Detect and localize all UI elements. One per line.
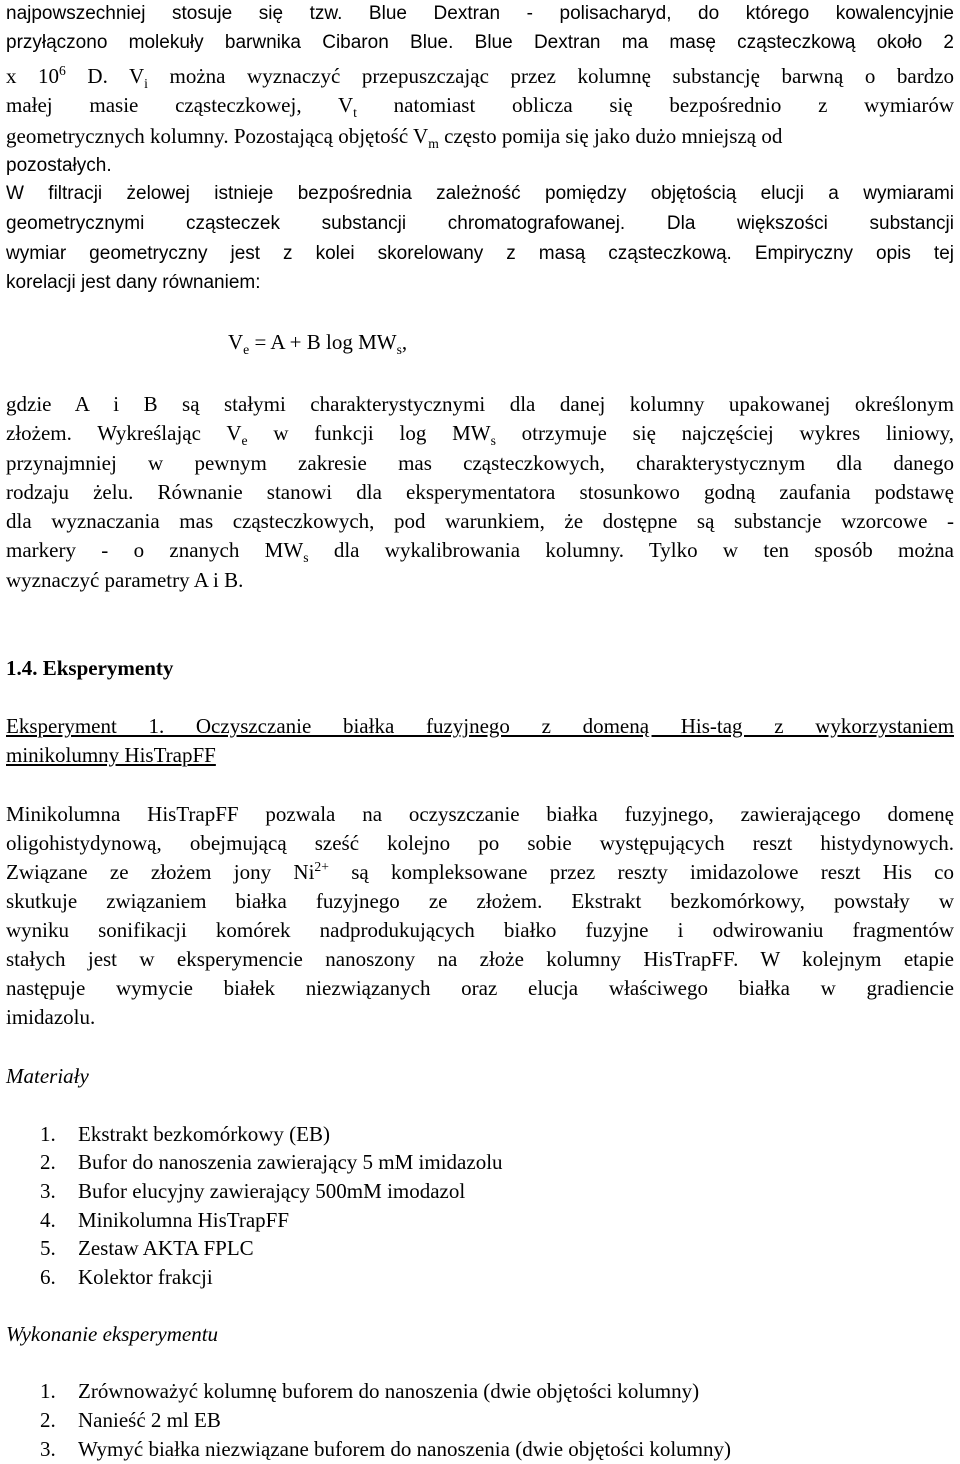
list-text: Bufor elucyjny zawierający 500mM imodazol [78, 1179, 466, 1203]
text: następuje wymycie białek niezwiązanych oraz elucja właściwego białka w gradiencie [6, 976, 954, 1000]
list-text: Zrównoważyć kolumnę buforem do nanoszenia (dwie objętości kolumny) [78, 1379, 700, 1403]
text: otrzymuje się najczęściej wykres liniowy, [495, 421, 954, 445]
text: można wyznaczyć przepuszczając przez kolumnę substancję barwną o bardzo [147, 64, 955, 88]
intro-line [6, 269, 954, 297]
paragraph-line [6, 945, 954, 973]
paragraph-line [6, 419, 954, 447]
list-text: Minikolumna HisTrapFF [78, 1208, 290, 1232]
list-number: 6. [40, 1265, 56, 1289]
list-text: Nanieść 2 ml EB [78, 1408, 221, 1432]
list-item [40, 1377, 699, 1405]
list-number: 5. [40, 1236, 56, 1260]
text: D. V [65, 64, 145, 88]
intro-line [6, 29, 954, 57]
equation [228, 328, 407, 356]
text: przynajmniej w pewnym zakresie mas cząsteczkowych, charakterystycznym dla danego [6, 451, 954, 475]
text: korelacji jest dany równaniem: [6, 272, 261, 293]
list-text: Kolektor frakcji [78, 1265, 213, 1289]
intro-line [6, 152, 954, 180]
text: przyłączono molekuły barwnika Cibaron Blue. Blue Dextran ma masę cząsteczkową około 2 [6, 32, 954, 53]
materials-heading: Materiały [6, 1064, 89, 1088]
text: geometrycznych kolumny. Pozostającą objętość V [6, 124, 429, 148]
text: gdzie A i B są stałymi charakterystycznymi dla danej kolumny upakowanej określonym [6, 392, 954, 416]
text: dla wyznaczania mas cząsteczkowych, pod warunkiem, że dostępne są substancje wzorcowe - [6, 509, 954, 533]
list-text: Wymyć białka niezwiązane buforem do nanoszenia (dwie objętości kolumny) [78, 1437, 732, 1461]
intro-line [6, 62, 954, 90]
list-number: 4. [40, 1208, 56, 1232]
list-number: 3. [40, 1179, 56, 1203]
text: często pomija się jako dużo mniejszą od [438, 124, 783, 148]
list-number: 1. [40, 1122, 56, 1146]
list-item [40, 1177, 465, 1205]
text: skutkuje związaniem białka fuzyjnego ze złożem. Ekstrakt bezkomórkowy, powstały w [6, 889, 954, 913]
list-item [40, 1148, 503, 1176]
list-text: Zestaw AKTA FPLC [78, 1236, 254, 1260]
paragraph-line [6, 536, 954, 564]
text: wyznaczyć parametry A i B. [6, 568, 244, 592]
text: stałych jest w eksperymencie nanoszony na złoże kolumny HisTrapFF. W kolejnym etapie [6, 947, 954, 971]
intro-line [6, 180, 954, 208]
paragraph-line [6, 887, 954, 915]
text: rodzaju żelu. Równanie stanowi dla eksperymentatora stosunkowo godną zaufania podstawę [6, 480, 954, 504]
paragraph-line [6, 449, 954, 477]
list-item [40, 1406, 221, 1434]
text: najpowszechniej stosuje się tzw. Blue Dextran - polisacharyd, do którego kowalencyjnie [6, 3, 954, 24]
subscript: s [303, 550, 309, 566]
list-number: 1. [40, 1379, 56, 1403]
subscript: m [428, 136, 439, 152]
superscript: 2+ [314, 859, 329, 874]
text: wyniku sonifikacji komórek nadprodukujących białko fuzyjne i odwirowaniu fragmentów [6, 918, 954, 942]
text: W filtracji żelowej istnieje bezpośrednia zależność pomiędzy objętością elucji a wymiarami [6, 183, 954, 204]
subscript: s [490, 433, 496, 449]
list-text: Ekstrakt bezkomórkowy (EB) [78, 1122, 330, 1146]
procedure-heading: Wykonanie eksperymentu [6, 1322, 219, 1346]
list-number: 2. [40, 1408, 56, 1432]
intro-line [6, 122, 954, 150]
paragraph-line [6, 800, 954, 828]
paragraph-line [6, 478, 954, 506]
list-item [40, 1435, 731, 1463]
experiment-title [6, 712, 954, 740]
paragraph-line [6, 916, 954, 944]
text: x 10 [6, 64, 60, 88]
text: złożem. Wykreślając V [6, 421, 242, 445]
text: , [401, 330, 408, 354]
paragraph-line [6, 1003, 954, 1031]
subscript: e [243, 342, 250, 358]
list-item [40, 1263, 213, 1291]
text: pozostałych. [6, 155, 112, 176]
text: geometrycznymi cząsteczek substancji chromatografowanej. Dla większości substancji [6, 213, 954, 234]
text: natomiast oblicza się bezpośrednio z wymiarów [356, 93, 954, 117]
subscript: e [241, 433, 248, 449]
list-item [40, 1120, 330, 1148]
intro-line [6, 240, 954, 268]
text: oligohistydynową, obejmującą sześć kolejno po sobie występujących reszt histydynowych. [6, 831, 954, 855]
intro-line [6, 210, 954, 238]
list-item [40, 1206, 289, 1234]
list-number: 3. [40, 1437, 56, 1461]
text: w funkcji log MW [247, 421, 491, 445]
text: = A + B log MW [249, 330, 397, 354]
list-number: 2. [40, 1150, 56, 1174]
text: minikolumny HisTrapFF [6, 743, 216, 767]
intro-line [6, 91, 954, 119]
list-item [40, 1234, 254, 1262]
list-text: Bufor do nanoszenia zawierający 5 mM imidazolu [78, 1150, 503, 1174]
text: Eksperyment 1. Oczyszczanie białka fuzyjnego z domeną His-tag z wykorzystaniem [6, 714, 954, 738]
subscript: t [353, 105, 357, 121]
text: są kompleksowane przez reszty imidazolowe reszt His co [328, 860, 954, 884]
text: wymiar geometryczny jest z kolei skorelowany z masą cząsteczkową. Empiryczny opis tej [6, 243, 954, 264]
superscript: 6 [59, 63, 66, 78]
text: dla wykalibrowania kolumny. Tylko w ten sposób można [308, 538, 954, 562]
paragraph-line [6, 390, 954, 418]
subscript: s [396, 342, 402, 358]
experiment-title [6, 741, 216, 769]
subscript: i [144, 76, 148, 92]
text: Związane ze złożem jony Ni [6, 860, 315, 884]
paragraph-line [6, 566, 954, 594]
text: V [228, 330, 244, 354]
text: Minikolumna HisTrapFF pozwala na oczyszczanie białka fuzyjnego, zawierającego domenę [6, 802, 954, 826]
section-heading: 1.4. Eksperymenty [6, 656, 174, 680]
paragraph-line [6, 829, 954, 857]
text: małej masie cząsteczkowej, V [6, 93, 354, 117]
paragraph-line [6, 858, 954, 886]
paragraph-line [6, 507, 954, 535]
intro-line [6, 0, 954, 28]
paragraph-line [6, 974, 954, 1002]
text: markery - o znanych MW [6, 538, 304, 562]
text: imidazolu. [6, 1005, 96, 1029]
